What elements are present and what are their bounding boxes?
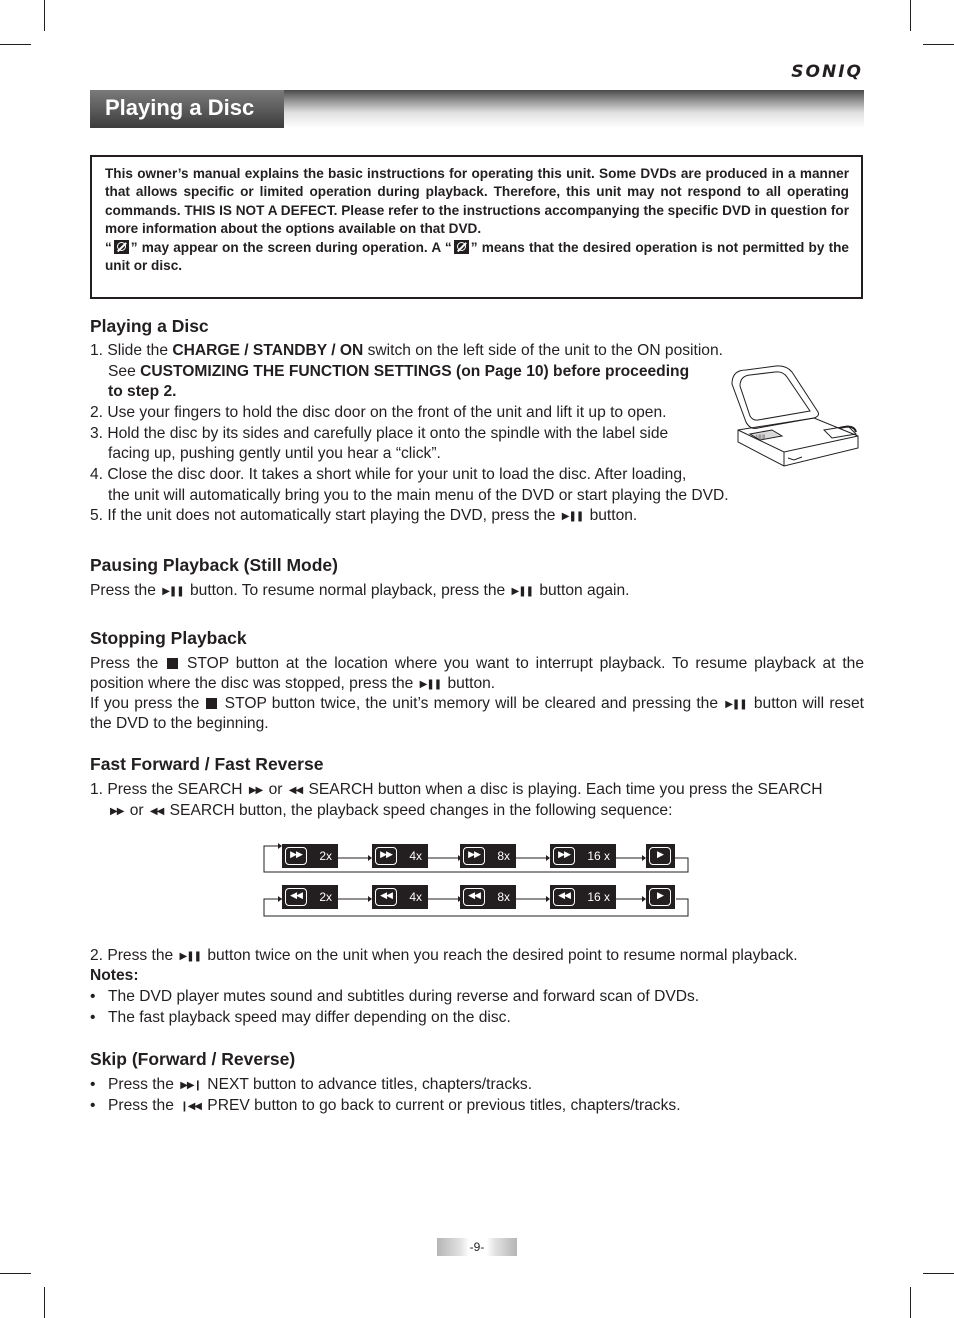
- heading-playing-disc: Playing a Disc: [90, 316, 209, 336]
- body-text: Press the: [90, 582, 161, 599]
- bullet: •: [90, 988, 96, 1005]
- crop-mark: [44, 0, 45, 31]
- rev-speed-chip: [372, 885, 428, 909]
- ff-step-1: [90, 780, 822, 800]
- body-text: If you press the: [90, 695, 205, 712]
- next-icon: ▶▶❙: [180, 1080, 201, 1091]
- page-number: -9-: [469, 1240, 485, 1254]
- step-text: 1. Slide the: [90, 342, 173, 359]
- play-pause-icon: ▶❚❚: [419, 679, 442, 690]
- step-1-see: [90, 362, 689, 382]
- step-text-bold: CUSTOMIZING THE FUNCTION SETTINGS (on Page 10) before proceeding: [140, 363, 690, 380]
- speed-label: 4x: [409, 849, 422, 863]
- svg-text:|||||||: |||||||: [756, 434, 766, 439]
- heading-skip: Skip (Forward / Reverse): [90, 1049, 296, 1069]
- fast-reverse-icon: ◀◀: [463, 888, 485, 906]
- fast-forward-icon: ▶▶: [463, 847, 485, 865]
- rev-speed-chip: [460, 885, 516, 909]
- crop-mark: [44, 1287, 45, 1318]
- play-icon: ▶: [649, 888, 671, 906]
- body-text: 1. Press the SEARCH: [90, 781, 247, 798]
- skip-item: [90, 1096, 681, 1116]
- play-pause-icon: ▶❚❚: [561, 511, 584, 522]
- play-chip: [646, 885, 675, 909]
- body-text: Press the: [90, 655, 166, 672]
- fast-reverse-icon: ◀◀: [553, 888, 575, 906]
- rev-speed-chip: [282, 885, 338, 909]
- stopping-text: [90, 654, 864, 734]
- body-text: button will reset the DVD to the beginning.: [90, 695, 864, 732]
- body-text: button. To resume normal playback, press the: [185, 582, 510, 599]
- speed-label: 8x: [497, 890, 510, 904]
- step-4-cont: the unit will automatically bring you to the main menu of the DVD or start playing the DVD.: [108, 487, 729, 504]
- play-icon: ▶: [649, 847, 671, 865]
- crop-mark: [0, 44, 31, 45]
- body-text: button again.: [535, 582, 630, 599]
- play-pause-icon: ▶❚❚: [511, 586, 533, 597]
- play-chip: [646, 844, 675, 868]
- notice-text: ” may appear on the screen during operation. A “: [130, 239, 452, 255]
- fast-forward-icon: ▶▶: [553, 847, 575, 865]
- speed-label: 2x: [319, 849, 332, 863]
- ff-speed-chip: [282, 844, 338, 868]
- body-text: SEARCH button, the playback speed changes in the following sequence:: [165, 802, 673, 819]
- body-text: SEARCH button when a disc is playing. Each time you press the SEARCH: [304, 781, 823, 798]
- bullet: •: [90, 1009, 96, 1026]
- step-2: 2. Use your fingers to hold the disc door on the front of the unit and lift it up to open.: [90, 404, 667, 421]
- notice-paragraph: This owner’s manual explains the basic instructions for operating this unit. Some DVDs are produced in a manner that allows specific or limited operation during playback. Therefore, this unit may not respond to all operating commands. THIS IS NOT A DEFECT. Please refer to the instructions accompanying the specific DVD in question for more information about the options available on that DVD.: [105, 166, 849, 237]
- fast-forward-icon: ▶▶: [285, 847, 307, 865]
- step-3: 3. Hold the disc by its sides and carefully place it onto the spindle with the label side: [90, 425, 669, 442]
- stopping-para-2: [90, 694, 864, 734]
- body-text: or: [264, 781, 287, 798]
- body-text: or: [125, 802, 148, 819]
- heading-stopping: Stopping Playback: [90, 628, 247, 648]
- dvd-player-illustration: [728, 364, 864, 470]
- body-text: PREV button to go back to current or previous titles, chapters/tracks.: [202, 1097, 681, 1114]
- step-1-cont: to step 2.: [108, 383, 177, 400]
- crop-mark: [0, 1273, 31, 1274]
- body-text: STOP button twice, the unit’s memory will be cleared and pressing the: [219, 695, 724, 712]
- fast-reverse-icon: ◀◀: [288, 785, 303, 796]
- prohibited-icon: [114, 240, 129, 254]
- play-pause-icon: ▶❚❚: [179, 951, 201, 962]
- fast-forward-icon: ▶▶: [248, 785, 263, 796]
- body-text: Press the: [108, 1097, 179, 1114]
- step-3-cont: facing up, pushing gently until you hear a “click”.: [108, 445, 441, 462]
- speed-label: 8x: [497, 849, 510, 863]
- note-item: [90, 987, 699, 1007]
- body-text: STOP button at the location where you want to interrupt playback. To resume playback at the position where the disc was stopped, press the: [90, 655, 864, 692]
- stop-icon: [167, 658, 178, 669]
- bullet: •: [90, 1097, 96, 1114]
- play-pause-icon: ▶❚❚: [725, 699, 747, 710]
- heading-pausing: Pausing Playback (Still Mode): [90, 555, 338, 575]
- rev-speed-chip: [550, 885, 616, 909]
- notes-label: Notes:: [90, 967, 139, 984]
- step-text: 5. If the unit does not automatically start playing the DVD, press the: [90, 507, 560, 524]
- note-text: The fast playback speed may differ depending on the disc.: [108, 1009, 511, 1026]
- step-5: [90, 506, 637, 526]
- speed-sequence-diagram: [262, 840, 692, 922]
- ff-step-2: [90, 946, 798, 966]
- fast-forward-icon: ▶▶: [375, 847, 397, 865]
- speed-label: 4x: [409, 890, 422, 904]
- step-4: 4. Close the disc door. It takes a short while for your unit to load the disc. After loading,: [90, 466, 687, 483]
- prev-icon: ❙◀◀: [180, 1101, 201, 1112]
- stopping-para-1: [90, 654, 864, 694]
- ff-speed-chip: [372, 844, 428, 868]
- fast-reverse-icon: ◀◀: [375, 888, 397, 906]
- play-pause-icon: ▶❚❚: [162, 586, 184, 597]
- body-text: Press the: [108, 1076, 179, 1093]
- prohibited-icon: [454, 240, 469, 254]
- body-text: NEXT button to advance titles, chapters/tracks.: [202, 1076, 533, 1093]
- step-text: button.: [585, 507, 638, 524]
- ff-step-1-cont: [90, 801, 672, 821]
- stop-icon: [206, 698, 217, 709]
- skip-item: [90, 1075, 532, 1095]
- pausing-text: [90, 581, 630, 601]
- notice-text: ” means that the desired operation is not permitted by the unit or disc.: [105, 239, 849, 274]
- ff-speed-chip: [460, 844, 516, 868]
- notice-box: [90, 155, 863, 299]
- bullet: •: [90, 1076, 96, 1093]
- fast-forward-icon: ▶▶: [110, 806, 124, 817]
- note-text: The DVD player mutes sound and subtitles during reverse and forward scan of DVDs.: [108, 988, 700, 1005]
- section-title: Playing a Disc: [90, 90, 284, 128]
- notice-text: “: [105, 239, 112, 255]
- crop-mark: [923, 44, 954, 45]
- step-text-bold: CHARGE / STANDBY / ON: [172, 342, 364, 359]
- speed-label: 16 x: [587, 849, 610, 863]
- step-text: switch on the left side of the unit to the ON position.: [363, 342, 723, 359]
- fast-reverse-icon: ◀◀: [149, 806, 164, 817]
- heading-fast-forward: Fast Forward / Fast Reverse: [90, 754, 324, 774]
- speed-label: 2x: [319, 890, 332, 904]
- body-text: button.: [443, 675, 496, 692]
- speed-label: 16 x: [587, 890, 610, 904]
- section-banner: [90, 90, 864, 128]
- fast-reverse-icon: ◀◀: [285, 888, 307, 906]
- body-text: button twice on the unit when you reach the desired point to resume normal playback.: [203, 947, 798, 964]
- crop-mark: [910, 1287, 911, 1318]
- ff-speed-chip: [550, 844, 616, 868]
- crop-mark: [923, 1273, 954, 1274]
- note-item: [90, 1008, 511, 1028]
- crop-mark: [910, 0, 911, 31]
- body-text: 2. Press the: [90, 947, 178, 964]
- step-1: [90, 341, 723, 361]
- step-text: See: [108, 363, 141, 380]
- notice-paragraph-2: [105, 239, 849, 276]
- brand-logo: SONIQ: [791, 62, 863, 82]
